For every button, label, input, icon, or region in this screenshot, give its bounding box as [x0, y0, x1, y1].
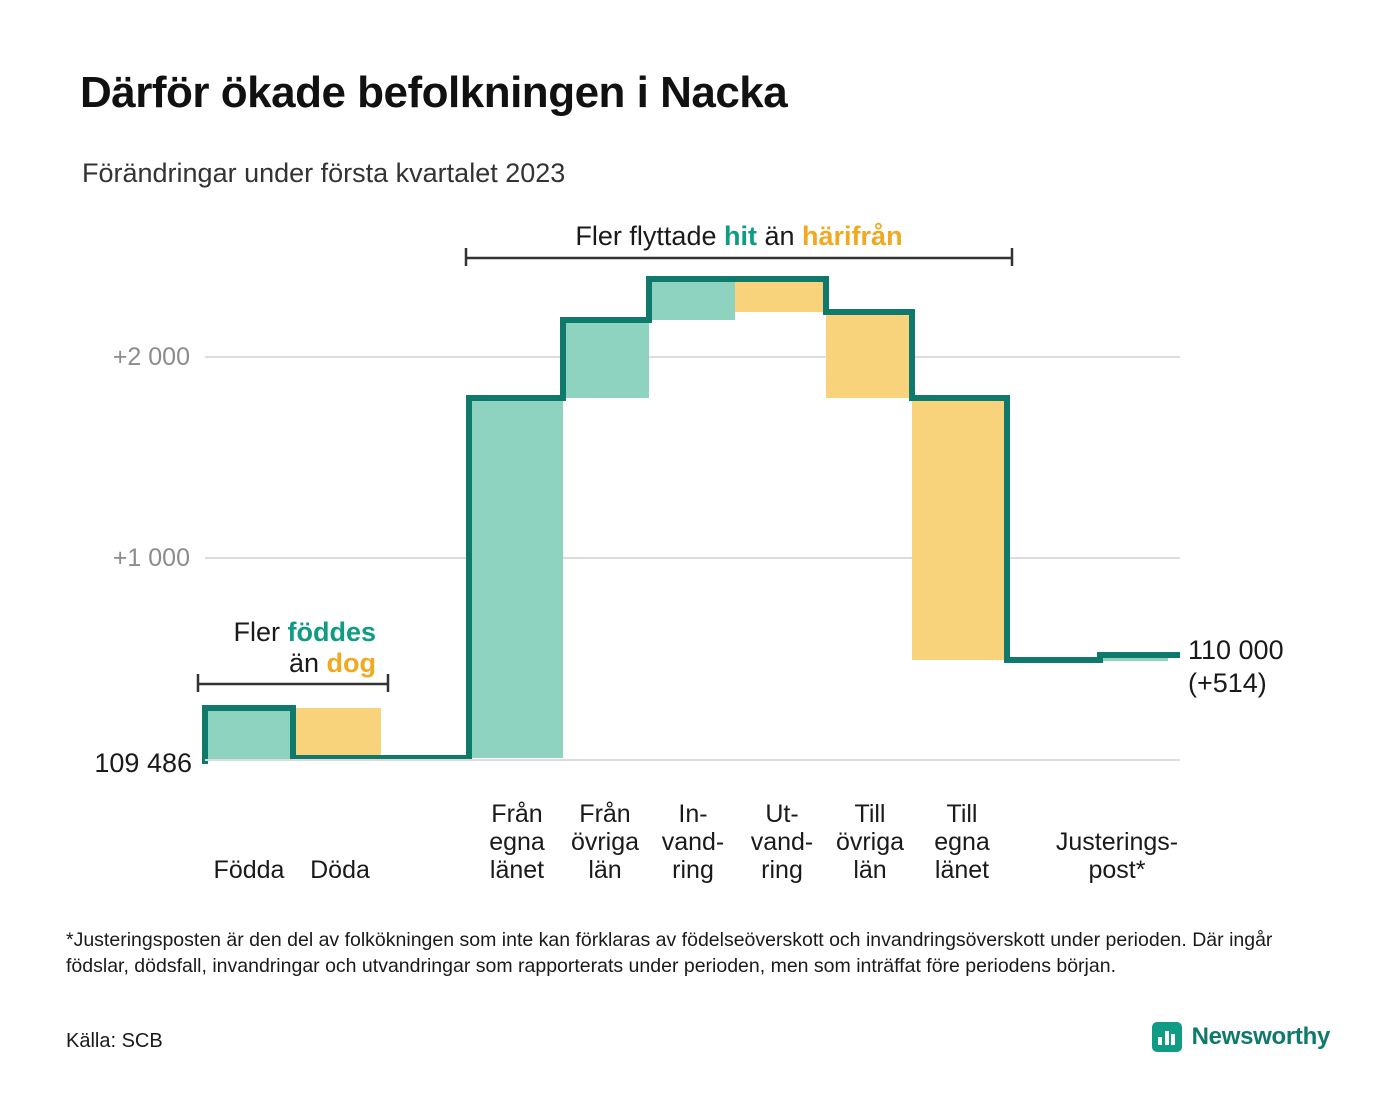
x-label-doda: Döda — [310, 856, 370, 884]
bars — [205, 279, 1168, 760]
x-label-till-egna-lanet — [934, 800, 990, 884]
x-label-fran-egna-lanet — [489, 800, 545, 884]
brand-logo — [1152, 1022, 1330, 1052]
svg-text:Från: Från — [579, 800, 631, 828]
x-label-justeringspost — [1056, 828, 1178, 884]
left-bracket-label-line1: Fler föddes — [233, 617, 376, 647]
svg-text:Justerings-: Justerings- — [1055, 828, 1179, 856]
bar-till-egna-lanet — [912, 398, 1007, 660]
x-label-fran-ovriga-lan — [571, 800, 639, 884]
end-value-label: 110 000 — [1188, 635, 1284, 665]
x-label-till-ovriga-lan — [836, 800, 904, 884]
brand-name: Newsworthy — [1191, 1023, 1330, 1050]
svg-text:vand-: vand- — [661, 828, 725, 856]
left-bracket-label-line2: än dog — [288, 648, 376, 678]
gridlines — [205, 357, 1180, 760]
page-title: Därför ökade befolkningen i Nacka — [80, 68, 788, 117]
svg-text:övriga: övriga — [570, 828, 640, 856]
svg-text:Från: Från — [491, 800, 543, 828]
svg-text:Ut-: Ut- — [765, 800, 799, 828]
bar-fodda — [205, 708, 293, 760]
svg-text:län: län — [853, 856, 887, 884]
end-delta-label: (+514) — [1188, 668, 1267, 698]
bar-fran-egna-lanet — [469, 398, 563, 758]
x-label-invandring — [662, 800, 725, 884]
svg-text:länet: länet — [934, 856, 990, 884]
svg-text:ring: ring — [761, 856, 803, 884]
x-label-fodda: Födda — [213, 856, 285, 884]
svg-text:vand-: vand- — [750, 828, 814, 856]
svg-text:Till: Till — [854, 800, 886, 828]
svg-text:ring: ring — [672, 856, 714, 884]
start-value-label: 109 486 — [94, 748, 192, 778]
page-subtitle: Förändringar under första kvartalet 2023 — [82, 158, 566, 188]
bar-till-ovriga-lan — [826, 312, 912, 398]
bar-doda — [293, 708, 381, 758]
svg-text:egna: egna — [489, 828, 545, 856]
svg-text:övriga: övriga — [835, 828, 905, 856]
newsworthy-mark-icon — [1152, 1022, 1182, 1052]
x-label-utvandring — [751, 800, 814, 884]
svg-text:egna: egna — [934, 828, 990, 856]
top-bracket-label: Fler flyttade hit än härifrån — [575, 221, 903, 251]
y-tick-label-1000: +1 000 — [112, 544, 190, 572]
y-tick-label-2000: +2 000 — [112, 343, 190, 371]
svg-text:post*: post* — [1088, 856, 1146, 884]
source-label: Källa: SCB — [66, 1030, 163, 1052]
waterfall-step-line — [205, 279, 1180, 764]
svg-text:län: län — [588, 856, 622, 884]
svg-text:länet: länet — [489, 856, 545, 884]
bar-fran-ovriga-lan — [563, 320, 649, 398]
footnote: *Justeringsposten är den del av folkökningen som inte kan förklaras av födelseöverskott och invandringsöverskott under perioden. Där ingår födslar, dödsfall, invandringar och utvandringar som rapporterats under perioden, men som inträffat före periodens början. — [66, 929, 1273, 977]
bar-utvandring — [735, 279, 826, 312]
bar-invandring — [649, 279, 735, 320]
svg-text:In-: In- — [678, 800, 708, 828]
x-axis-labels — [214, 800, 1179, 884]
svg-text:Till: Till — [946, 800, 978, 828]
